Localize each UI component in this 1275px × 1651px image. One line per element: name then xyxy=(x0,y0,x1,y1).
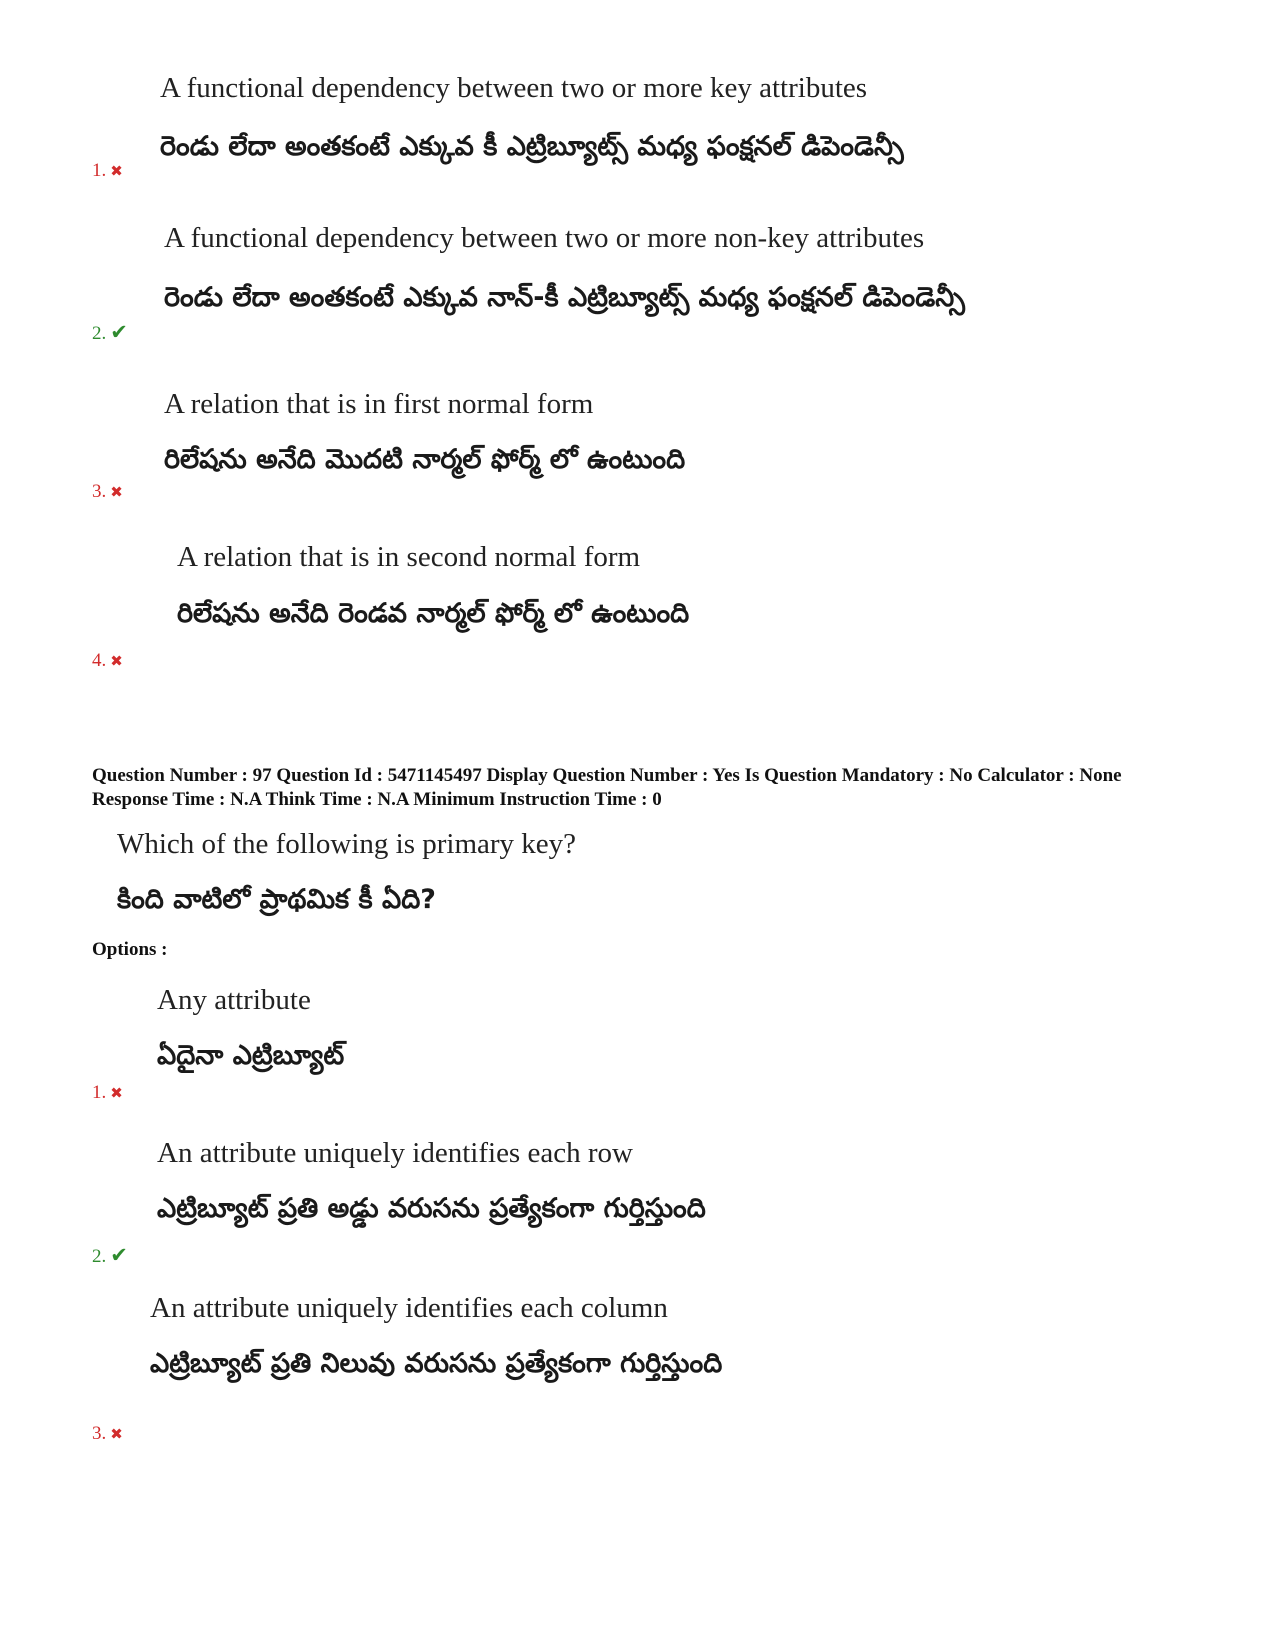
option-marker xyxy=(92,160,123,182)
question-header: Question Number : 97 Question Id : 5471145497 Display Question Number : Yes Is Question Mandatory : No Calculator : None Response Time : N.A Think Time : N.A Minimum Instruction Time : 0 xyxy=(92,765,1122,810)
cross-mark-icon: ✖ xyxy=(110,485,123,501)
option-text-en: A functional dependency between two or more non-key attributes xyxy=(164,222,925,254)
option-text-te: రెండు లేదా అంతకంటే ఎక్కువ కీ ఎట్రిబ్యూట్స్ మధ్య ఫంక్షనల్ డిపెండెన్సీ xyxy=(160,131,904,162)
option-text-te: రిలేషను అనేది మొదటి నార్మల్ ఫోర్మ్ లో ఉంటుంది xyxy=(164,444,686,475)
option-number: 1. xyxy=(92,1082,107,1103)
cross-mark-icon: ✖ xyxy=(110,654,123,670)
option-number: 2. xyxy=(92,323,107,344)
question-text-te: కింది వాటిలో ప్రాథమిక కీ ఏది? xyxy=(117,884,436,915)
option-text-en: A relation that is in second normal form xyxy=(177,541,641,573)
cross-mark-icon: ✖ xyxy=(110,164,123,180)
option-number: 1. xyxy=(92,160,107,181)
option-text-te: రెండు లేదా అంతకంటే ఎక్కువ నాన్-కీ ఎట్రిబ్యూట్స్ మధ్య ఫంక్షనల్ డిపెండెన్సీ xyxy=(164,282,965,313)
options-label: Options : xyxy=(92,939,168,960)
option-marker xyxy=(92,1243,128,1268)
option-text-te: ఎట్రిబ్యూట్ ప్రతి నిలువు వరుసను ప్రత్యేకంగా గుర్తిస్తుంది xyxy=(150,1348,723,1379)
option-text-en: An attribute uniquely identifies each column xyxy=(150,1292,668,1324)
option-text-te: రిలేషను అనేది రెండవ నార్మల్ ఫోర్మ్ లో ఉంటుంది xyxy=(177,598,690,629)
option-marker xyxy=(92,481,123,503)
check-mark-icon: ✔ xyxy=(110,1243,128,1267)
option-text-en: A relation that is in first normal form xyxy=(164,388,594,420)
cross-mark-icon: ✖ xyxy=(110,1427,123,1443)
option-number: 3. xyxy=(92,1423,107,1444)
check-mark-icon: ✔ xyxy=(110,320,128,344)
option-marker xyxy=(92,1423,123,1445)
option-text-te: ఎట్రిబ్యూట్ ప్రతి అడ్డు వరుసను ప్రత్యేకంగా గుర్తిస్తుంది xyxy=(157,1193,706,1224)
option-number: 2. xyxy=(92,1246,107,1267)
option-marker xyxy=(92,650,123,672)
option-marker xyxy=(92,320,128,345)
option-text-en: An attribute uniquely identifies each row xyxy=(157,1137,633,1169)
option-text-en: Any attribute xyxy=(157,984,311,1016)
option-text-te: ఏదైనా ఎట్రిబ్యూట్ xyxy=(157,1040,345,1071)
cross-mark-icon: ✖ xyxy=(110,1086,123,1102)
question-text-en: Which of the following is primary key? xyxy=(117,828,577,860)
option-text-en: A functional dependency between two or more key attributes xyxy=(160,72,868,104)
option-number: 4. xyxy=(92,650,107,671)
option-marker xyxy=(92,1082,123,1104)
option-number: 3. xyxy=(92,481,107,502)
